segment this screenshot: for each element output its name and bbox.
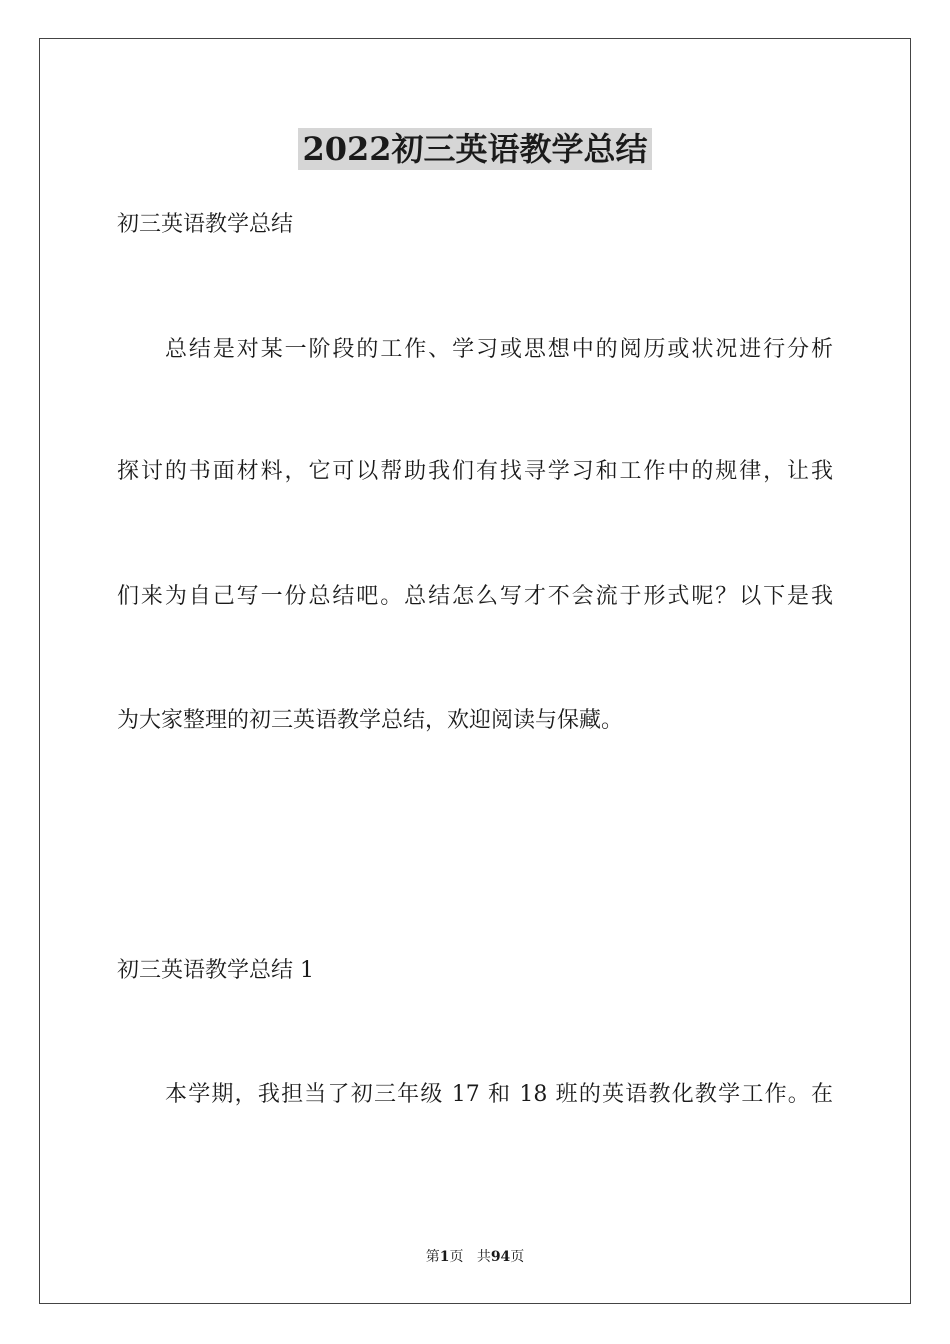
subtitle: 初三英语教学总结: [117, 212, 294, 237]
footer-total-pages: 94: [490, 1249, 511, 1265]
page-footer: [0, 1248, 950, 1266]
document-title: 2022初三英语教学总结: [298, 128, 651, 170]
footer-page-number: 1: [439, 1249, 450, 1265]
title-wrap: [0, 128, 950, 170]
footer-page-suffix: 页: [449, 1249, 464, 1265]
intro-line-3: 们来为自己写一份总结吧。总结怎么写才不会流于形式呢？以下是我: [117, 584, 833, 609]
intro-line-1: 总结是对某一阶段的工作、学习或思想中的阅历或状况进行分析: [165, 337, 833, 362]
footer-total-prefix: 共: [476, 1249, 491, 1265]
intro-line-2: 探讨的书面材料，它可以帮助我们有找寻学习和工作中的规律，让我: [117, 459, 833, 484]
section-first-line: 本学期，我担当了初三年级 17 和 18 班的英语教化教学工作。在: [165, 1082, 833, 1107]
section-heading: 初三英语教学总结 1: [117, 958, 314, 983]
footer-total-suffix: 页: [510, 1249, 525, 1265]
intro-line-4: 为大家整理的初三英语教学总结，欢迎阅读与保藏。: [117, 708, 624, 733]
footer-prefix: 第: [425, 1249, 440, 1265]
